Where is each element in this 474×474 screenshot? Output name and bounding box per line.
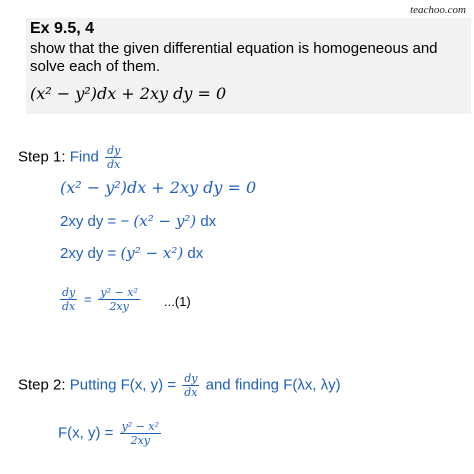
- step1-equation-1: (x² − y²)dx + 2xy dy = 0: [60, 178, 257, 197]
- fxy-lhs: F(x, y) =: [58, 424, 114, 442]
- result-equals: =: [84, 291, 92, 307]
- step1-label: Step 1:: [18, 148, 66, 166]
- eq2-lhs: 2xy dy = −: [60, 213, 130, 230]
- eq3-mid: (y² − x²): [120, 244, 184, 262]
- equation-reference: ...(1): [164, 294, 191, 309]
- site-brand: teachoo.com: [410, 4, 466, 16]
- step1-result: [58, 286, 142, 313]
- step2-text-a: Putting F(x, y) =: [69, 376, 177, 394]
- step1-fraction-num: dy: [107, 144, 121, 157]
- result-right-num: y² − x²: [100, 286, 138, 299]
- step1-fraction-den: dx: [107, 158, 121, 171]
- eq3-rhs: dx: [187, 245, 204, 262]
- exercise-title: Ex 9.5, 4: [30, 20, 95, 37]
- step2-fxy: [58, 420, 163, 447]
- step1-heading: [18, 144, 124, 171]
- step2-fraction-den: dx: [184, 386, 198, 399]
- step1-equation-2: [60, 212, 216, 230]
- result-fraction-left: [60, 286, 77, 313]
- problem-statement-line-1: show that the given differential equation is homogeneous and: [30, 40, 438, 57]
- result-left-num: dy: [62, 286, 76, 299]
- result-fraction-right: [98, 286, 139, 313]
- step2-text-b: and finding F(λx, λy): [205, 376, 341, 394]
- problem-equation: (x² − y²)dx + 2xy dy = 0: [30, 84, 227, 103]
- result-right-den: 2xy: [109, 300, 129, 313]
- fxy-den: 2xy: [130, 434, 151, 447]
- fxy-num: y² − x²: [121, 420, 160, 433]
- problem-statement-line-2: solve each of them.: [30, 58, 161, 75]
- eq2-rhs: dx: [200, 213, 217, 230]
- step2-label: Step 2:: [18, 376, 66, 394]
- step1-fraction: [105, 144, 122, 171]
- step2-fraction: [182, 372, 199, 399]
- eq2-mid: (x² − y²): [133, 212, 197, 230]
- step1-equation-3: [60, 244, 203, 262]
- step2-fraction-num: dy: [184, 372, 198, 385]
- fxy-fraction: [120, 420, 161, 447]
- result-left-den: dx: [62, 300, 76, 313]
- eq3-lhs: 2xy dy =: [60, 245, 117, 262]
- step1-text: Find: [69, 148, 99, 166]
- step2-heading: [18, 372, 341, 399]
